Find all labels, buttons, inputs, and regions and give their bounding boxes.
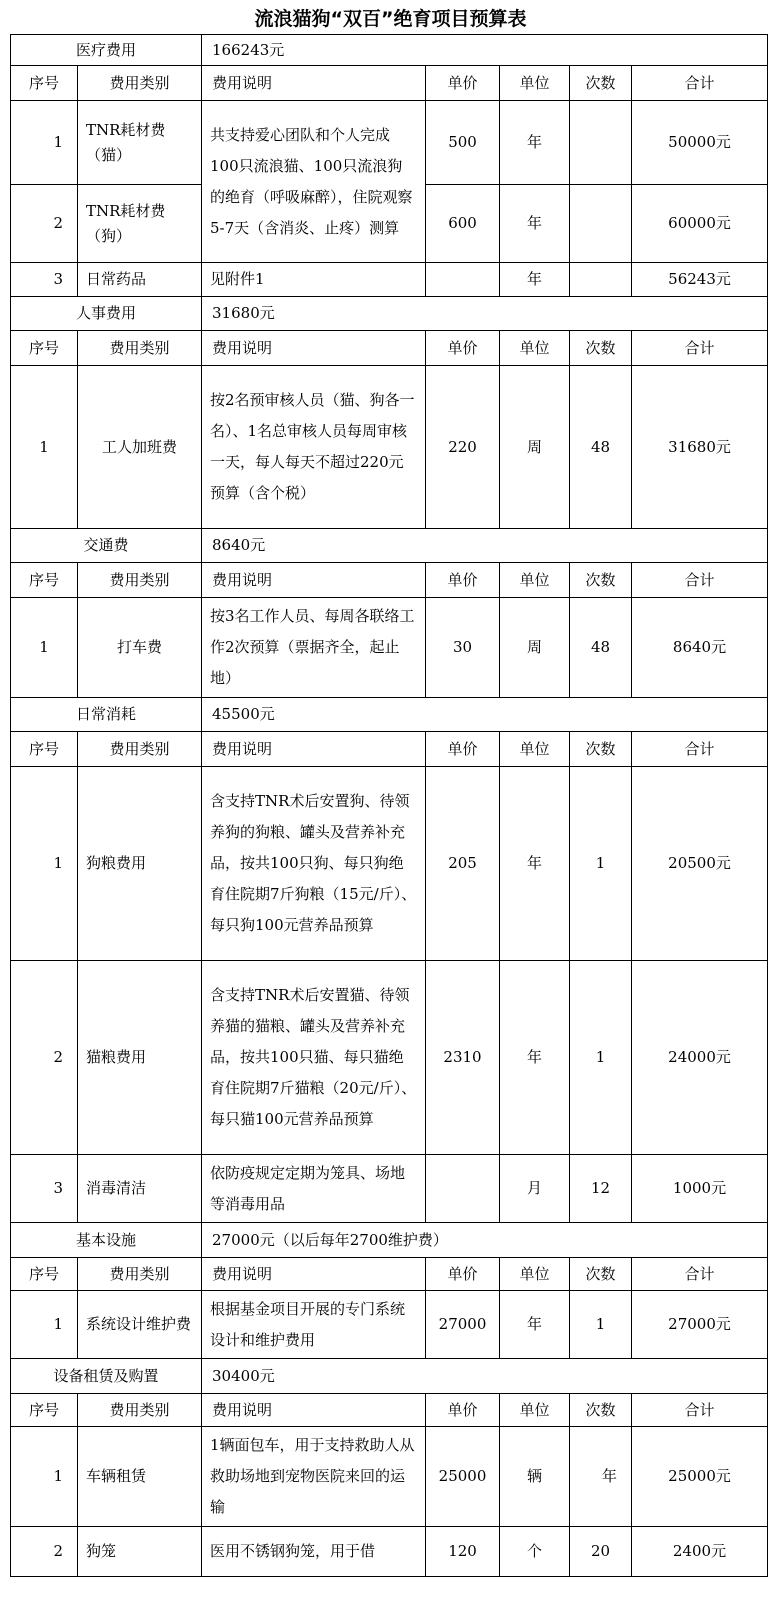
cell-times: 1 [570,961,632,1155]
cell-desc: 含支持TNR术后安置猫、待领养猫的猫粮、罐头及营养补充品，按共100只猫、每只猫绝育住院期7斤猫粮（20元/斤）、每只猫100元营养品预算 [202,961,426,1155]
cell-times [570,263,632,297]
header-times: 次数 [570,563,632,598]
cell-times: 48 [570,598,632,698]
header-no: 序号 [11,331,78,366]
header-total: 合计 [632,563,768,598]
table-row [11,263,768,297]
cell-category: 车辆租赁 [78,1427,202,1527]
table-row [11,1291,768,1359]
table-row [11,1527,768,1577]
cell-price: 30 [426,598,500,698]
cell-total: 24000元 [632,961,768,1155]
cell-desc: 共支持爱心团队和个人完成100只流浪猫、100只流浪狗的绝育（呼吸麻醉），住院观察5-7天（含消炎、止疼）测算 [202,101,426,263]
cell-category: 消毒清洁 [78,1155,202,1223]
header-total: 合计 [632,1394,768,1427]
header-total: 合计 [632,66,768,101]
cell-no: 1 [11,1427,78,1527]
header-desc: 费用说明 [202,1258,426,1291]
header-times: 次数 [570,1394,632,1427]
header-price: 单价 [426,732,500,767]
cell-times: 12 [570,1155,632,1223]
header-row [11,1258,768,1291]
table-row [11,767,768,961]
section-label: 人事费用 [11,297,202,331]
section-label: 基本设施 [11,1223,202,1258]
header-price: 单价 [426,1258,500,1291]
header-price: 单价 [426,1394,500,1427]
cell-total: 20500元 [632,767,768,961]
cell-unit: 周 [500,366,570,529]
header-row [11,732,768,767]
header-total: 合计 [632,331,768,366]
header-times: 次数 [570,66,632,101]
section-label: 设备租赁及购置 [11,1359,202,1394]
cell-total: 1000元 [632,1155,768,1223]
cell-total: 25000元 [632,1427,768,1527]
cell-category: 日常药品 [78,263,202,297]
cell-times [570,101,632,185]
cell-no: 1 [11,598,78,698]
cell-no: 3 [11,263,78,297]
cell-total: 56243元 [632,263,768,297]
table-row [11,366,768,529]
cell-price [426,263,500,297]
header-category: 费用类别 [78,1258,202,1291]
cell-category: TNR耗材费（狗） [78,185,202,263]
header-unit: 单位 [500,66,570,101]
section-value: 8640元 [202,529,768,563]
cell-total: 2400元 [632,1527,768,1577]
cell-desc: 1辆面包车，用于支持救助人从救助场地到宠物医院来回的运输 [202,1427,426,1527]
cell-category: 打车费 [78,598,202,698]
cell-desc: 含支持TNR术后安置狗、待领养狗的狗粮、罐头及营养补充品，按共100只狗、每只狗绝育住院期7斤狗粮（15元/斤）、每只狗100元营养品预算 [202,767,426,961]
cell-total: 31680元 [632,366,768,529]
header-no: 序号 [11,1394,78,1427]
table-row [11,1427,768,1527]
cell-category: TNR耗材费（猫） [78,101,202,185]
section-equipment [11,1359,768,1394]
cell-no: 3 [11,1155,78,1223]
cell-unit: 年 [500,101,570,185]
cell-unit: 年 [500,1291,570,1359]
header-desc: 费用说明 [202,563,426,598]
header-price: 单价 [426,331,500,366]
section-value: 30400元 [202,1359,768,1394]
cell-no: 2 [11,185,78,263]
cell-times: 年 [570,1427,632,1527]
cell-desc: 医用不锈钢狗笼，用于借 [202,1527,426,1577]
cell-price: 500 [426,101,500,185]
cell-no: 2 [11,1527,78,1577]
cell-desc: 按3名工作人员、每周各联络工作2次预算（票据齐全，起止地） [202,598,426,698]
section-personnel [11,297,768,331]
header-times: 次数 [570,1258,632,1291]
cell-unit: 年 [500,263,570,297]
cell-category: 工人加班费 [78,366,202,529]
cell-desc: 依防疫规定定期为笼具、场地等消毒用品 [202,1155,426,1223]
header-row [11,331,768,366]
cell-price: 205 [426,767,500,961]
cell-no: 1 [11,767,78,961]
cell-unit: 周 [500,598,570,698]
cell-times: 48 [570,366,632,529]
table-row [11,101,768,185]
cell-times: 1 [570,1291,632,1359]
cell-price: 600 [426,185,500,263]
header-unit: 单位 [500,732,570,767]
header-price: 单价 [426,66,500,101]
cell-total: 27000元 [632,1291,768,1359]
cell-unit: 月 [500,1155,570,1223]
header-row [11,563,768,598]
header-category: 费用类别 [78,331,202,366]
cell-total: 60000元 [632,185,768,263]
cell-desc: 根据基金项目开展的专门系统设计和维护费用 [202,1291,426,1359]
cell-unit: 个 [500,1527,570,1577]
header-category: 费用类别 [78,563,202,598]
cell-times [570,185,632,263]
table-row [11,961,768,1155]
header-no: 序号 [11,1258,78,1291]
header-total: 合计 [632,732,768,767]
cell-no: 2 [11,961,78,1155]
header-times: 次数 [570,331,632,366]
cell-total: 8640元 [632,598,768,698]
page-title: 流浪猫狗“双百”绝育项目预算表 [254,8,527,30]
header-no: 序号 [11,732,78,767]
header-row [11,1394,768,1427]
header-row [11,66,768,101]
header-times: 次数 [570,732,632,767]
cell-price [426,1155,500,1223]
header-desc: 费用说明 [202,732,426,767]
section-facility [11,1223,768,1258]
table-row [11,1155,768,1223]
section-value: 166243元 [202,35,768,66]
cell-times: 20 [570,1527,632,1577]
cell-no: 1 [11,101,78,185]
section-value: 31680元 [202,297,768,331]
section-value: 27000元（以后每年2700维护费） [202,1223,768,1258]
cell-price: 27000 [426,1291,500,1359]
header-desc: 费用说明 [202,1394,426,1427]
header-no: 序号 [11,563,78,598]
section-transport [11,529,768,563]
cell-total: 50000元 [632,101,768,185]
cell-times: 1 [570,767,632,961]
header-no: 序号 [11,66,78,101]
cell-price: 220 [426,366,500,529]
table-row [11,598,768,698]
cell-category: 系统设计维护费 [78,1291,202,1359]
header-unit: 单位 [500,563,570,598]
header-unit: 单位 [500,331,570,366]
cell-unit: 年 [500,767,570,961]
section-value: 45500元 [202,698,768,732]
cell-price: 120 [426,1527,500,1577]
cell-unit: 年 [500,185,570,263]
section-label: 医疗费用 [11,35,202,66]
section-label: 交通费 [11,529,202,563]
header-desc: 费用说明 [202,331,426,366]
cell-unit: 辆 [500,1427,570,1527]
header-category: 费用类别 [78,66,202,101]
section-medical [11,35,768,66]
header-price: 单价 [426,563,500,598]
header-unit: 单位 [500,1394,570,1427]
cell-category: 狗笼 [78,1527,202,1577]
cell-desc: 按2名预审核人员（猫、狗各一名）、1名总审核人员每周审核一天，每人每天不超过220元预算（含个税） [202,366,426,529]
header-unit: 单位 [500,1258,570,1291]
cell-desc: 见附件1 [202,263,426,297]
cell-price: 2310 [426,961,500,1155]
section-label: 日常消耗 [11,698,202,732]
section-daily [11,698,768,732]
header-category: 费用类别 [78,732,202,767]
header-desc: 费用说明 [202,66,426,101]
header-category: 费用类别 [78,1394,202,1427]
cell-unit: 年 [500,961,570,1155]
budget-table [10,34,768,1577]
cell-category: 猫粮费用 [78,961,202,1155]
cell-category: 狗粮费用 [78,767,202,961]
cell-price: 25000 [426,1427,500,1527]
cell-no: 1 [11,366,78,529]
header-total: 合计 [632,1258,768,1291]
cell-no: 1 [11,1291,78,1359]
